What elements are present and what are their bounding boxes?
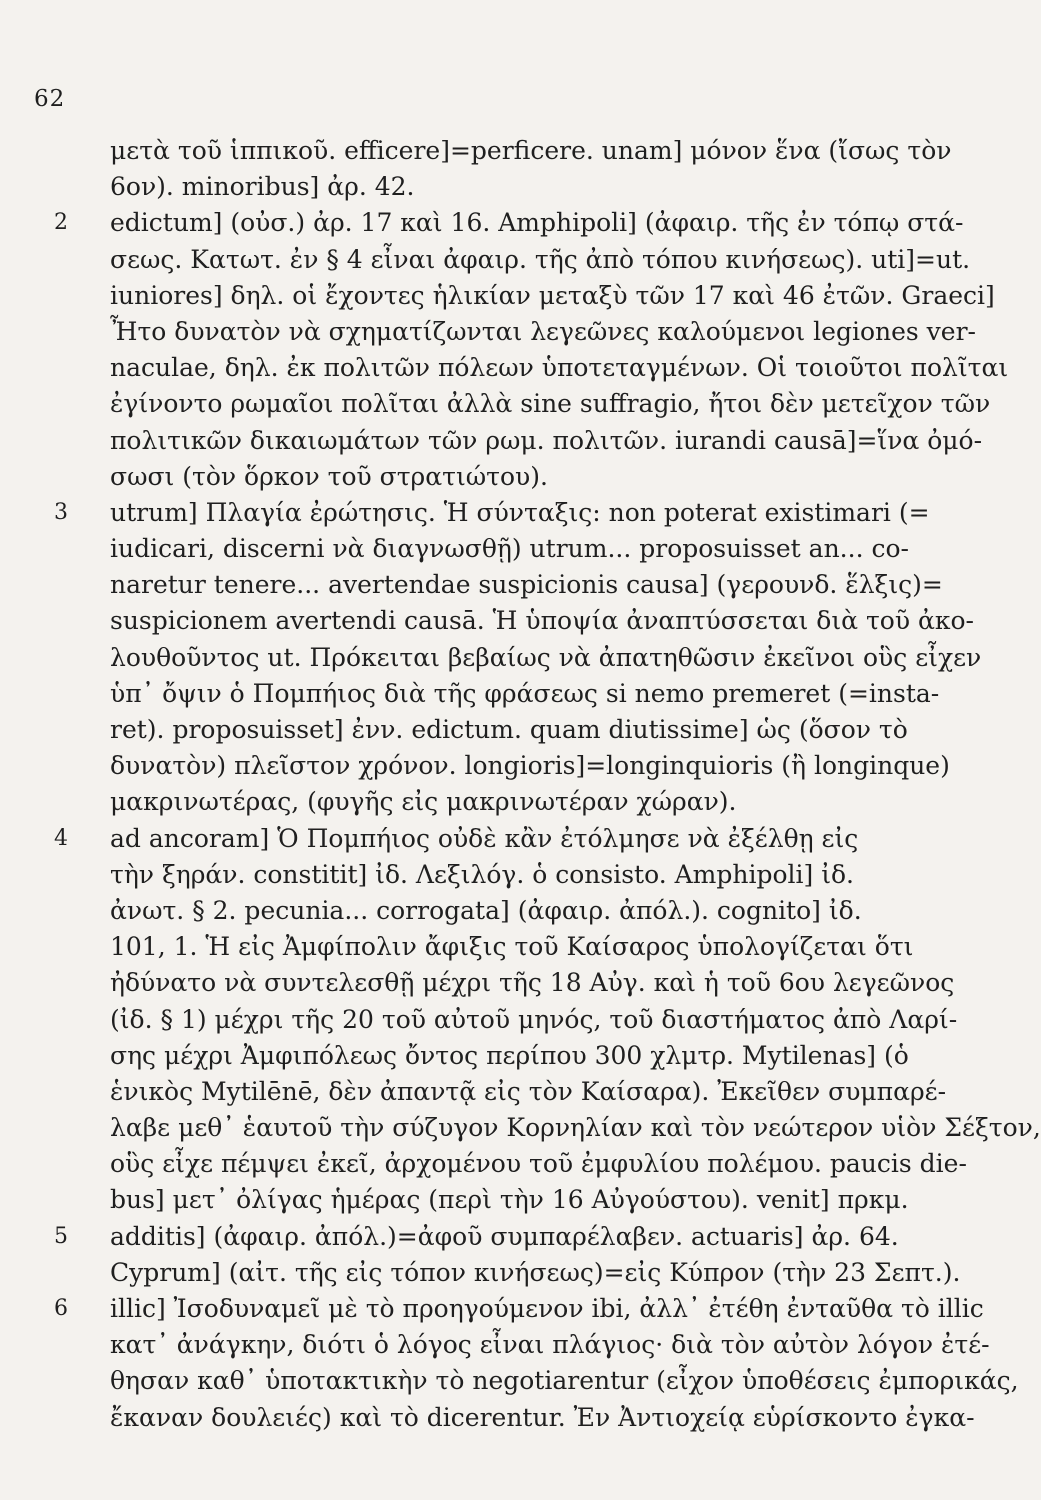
- text-line: [110, 784, 962, 820]
- line-text: iudicari, discerni νὰ διαγνωσθῇ) utrum... proposuisset an... co-: [110, 534, 909, 564]
- text-line: [54, 1219, 962, 1255]
- text-line: [110, 603, 975, 639]
- text-line: [110, 314, 977, 350]
- text-line: [110, 531, 962, 567]
- line-text: τὴν ξηράν. constitit] ἰδ. Λεξιλόγ. ὁ consisto. Amphipoli] ἰδ.: [110, 859, 855, 889]
- line-text: Ἦτο δυνατὸν νὰ σχηματίζωνται λεγεῶνες καλούμενοι legiones ver-: [110, 316, 977, 346]
- line-text: edictum] (οὐσ.) ἀρ. 17 καὶ 16. Amphipoli] (ἀφαιρ. τῆς ἐν τόπῳ στά-: [110, 208, 964, 238]
- line-text: δυνατὸν) πλεῖστον χρόνον. longioris]=longinquioris (ἢ longinque): [110, 751, 950, 781]
- line-text: utrum] Πλαγία ἐρώτησις. Ἡ σύνταξις: non poterat existimari (=: [110, 497, 930, 527]
- commentary-text: [54, 133, 1041, 1436]
- text-line: [110, 278, 995, 314]
- line-text: ἀνωτ. § 2. pecunia... corrogata] (ἀφαιρ. ἀπόλ.). cognito] ἰδ.: [110, 895, 862, 925]
- line-text: illic] Ἰσοδυναμεῖ μὲ τὸ προηγούμενον ibi, ἀλλ᾽ ἐτέθη ἐνταῦθα τὸ illic: [110, 1294, 984, 1323]
- line-text: ad ancoram] Ὁ Πομπήιος οὐδὲ κἂν ἐτόλμησε νὰ ἐξέλθῃ εἰς: [110, 823, 859, 853]
- line-text: οὓς εἶχε πέμψει ἐκεῖ, ἀρχομένου τοῦ ἐμφυλίου πολέμου. paucis die-: [110, 1149, 967, 1179]
- text-line: [110, 133, 962, 169]
- line-text: σωσι (τὸν ὅρκον τοῦ στρατιώτου).: [110, 461, 548, 491]
- text-line: [110, 1363, 1019, 1399]
- line-text: λουθοῦντος ut. Πρόκειται βεβαίως νὰ ἀπατηθῶσιν ἐκεῖνοι οὓς εἶχεν: [110, 642, 982, 672]
- line-text: ὑπ᾽ ὄψιν ὁ Πομπήιος διὰ τῆς φράσεως si nemo premeret (=insta-: [110, 678, 940, 708]
- text-line: [110, 857, 962, 893]
- text-line: [54, 205, 964, 241]
- line-text: λαβε μεθ᾽ ἑαυτοῦ τὴν σύζυγον Κορνηλίαν καὶ τὸν νεώτερον υἱὸν Σέξτον,: [110, 1113, 1041, 1143]
- text-line: [110, 567, 962, 603]
- text-line: [110, 640, 982, 676]
- section-number: 6: [54, 1296, 68, 1321]
- text-line: [110, 1327, 990, 1363]
- line-text: bus] μετ᾽ ὀλίγας ἡμέρας (περὶ τὴν 16 Αὐγούστου). venit] πρκμ.: [110, 1185, 909, 1215]
- text-line: [110, 1146, 967, 1182]
- line-text: (ἰδ. § 1) μέχρι τῆς 20 τοῦ αὐτοῦ μηνός, τοῦ διαστήματος ἀπὸ Λαρί-: [110, 1004, 958, 1034]
- text-line: [110, 423, 983, 459]
- section-number: 4: [54, 825, 68, 851]
- line-text: naculae, δηλ. ἐκ πολιτῶν πόλεων ὑποτεταγμένων. Οἱ τοιοῦτοι πολῖται: [110, 353, 1009, 383]
- line-text: ἐγίνοντο ρωμαῖοι πολῖται ἀλλὰ sine suffragio, ἤτοι δὲν μετεῖχον τῶν: [110, 389, 991, 419]
- line-text: ἑνικὸς Mytilēnē, δὲν ἀπαντᾷ εἰς τὸν Καίσαρα). Ἐκεῖθεν συμπαρέ-: [110, 1076, 947, 1106]
- text-line: [110, 893, 962, 929]
- section-number: 5: [54, 1223, 68, 1249]
- line-text: σης μέχρι Ἀμφιπόλεως ὄντος περίπου 300 χλμτρ. Mytilenas] (ὁ: [110, 1040, 909, 1070]
- line-text: θησαν καθ᾽ ὑποτακτικὴν τὸ negotiarentur (εἶχον ὑποθέσεις ἐμπορικάς,: [110, 1366, 1019, 1396]
- text-line: [110, 965, 962, 1001]
- text-line: [110, 1182, 962, 1218]
- line-text: πολιτικῶν δικαιωμάτων τῶν ρωμ. πολιτῶν. iurandi causā]=ἵνα ὀμό-: [110, 425, 983, 455]
- text-line: [110, 748, 962, 784]
- text-line: [54, 495, 962, 531]
- line-text: ἠδύνατο νὰ συντελεσθῇ μέχρι τῆς 18 Αὐγ. καὶ ἡ τοῦ 6ου λεγεῶνος: [110, 968, 955, 998]
- text-line: [110, 1110, 1041, 1146]
- text-line: [110, 1255, 962, 1291]
- line-text: 6ον). minoribus] ἀρ. 42.: [110, 172, 415, 202]
- line-text: additis] (ἀφαιρ. ἀπόλ.)=ἀφοῦ συμπαρέλαβεν. actuaris] ἀρ. 64.: [110, 1221, 899, 1251]
- text-line: [54, 1291, 984, 1327]
- text-line: [110, 242, 971, 278]
- text-line: [110, 1038, 962, 1074]
- section-number: 3: [54, 499, 68, 525]
- line-text: κατ᾽ ἀνάγκην, διότι ὁ λόγος εἶναι πλάγιος· διὰ τὸν αὐτὸν λόγον ἐτέ-: [110, 1330, 990, 1360]
- text-line: [110, 459, 962, 495]
- text-line: [110, 169, 962, 205]
- text-line: [110, 386, 991, 422]
- text-line: [54, 821, 962, 857]
- line-text: μετὰ τοῦ ἱππικοῦ. efficere]=perficere. unam] μόνον ἕνα (ἴσως τὸν: [110, 136, 952, 165]
- line-text: iuniores] δηλ. οἱ ἔχοντες ἡλικίαν μεταξὺ τῶν 17 καὶ 46 ἐτῶν. Graeci]: [110, 280, 995, 310]
- text-line: [110, 676, 962, 712]
- text-line: [110, 1074, 962, 1110]
- text-line: [110, 929, 962, 965]
- line-text: suspicionem avertendi causā. Ἡ ὑποψία ἀναπτύσσεται διὰ τοῦ ἀκο-: [110, 606, 975, 636]
- line-text: σεως. Κατωτ. ἐν § 4 εἶναι ἀφαιρ. τῆς ἀπὸ τόπου κινήσεως). uti]=ut.: [110, 244, 971, 274]
- text-line: [110, 1400, 975, 1436]
- line-text: Cyprum] (αἰτ. τῆς εἰς τόπον κινήσεως)=εἰς Κύπρον (τὴν 23 Σεπτ.).: [110, 1257, 961, 1287]
- line-text: μακρινωτέρας, (φυγῆς εἰς μακρινωτέραν χώραν).: [110, 787, 737, 817]
- section-number: 2: [54, 210, 68, 236]
- line-text: naretur tenere... avertendae suspicionis causa] (γερουνδ. ἕλξις)=: [110, 570, 943, 600]
- page-number: 62: [34, 86, 66, 112]
- line-text: ret). proposuisset] ἐνν. edictum. quam diutissime] ὡς (ὅσον τὸ: [110, 715, 908, 744]
- text-line: [110, 712, 962, 748]
- text-line: [110, 350, 1009, 386]
- line-text: 101, 1. Ἡ εἰς Ἀμφίπολιν ἄφιξις τοῦ Καίσαρος ὑπολογίζεται ὅτι: [110, 932, 914, 962]
- text-line: [110, 1002, 962, 1038]
- line-text: ἔκαναν δουλειές) καὶ τὸ dicerentur. Ἐν Ἀντιοχείᾳ εὑρίσκοντο ἐγκα-: [110, 1402, 975, 1432]
